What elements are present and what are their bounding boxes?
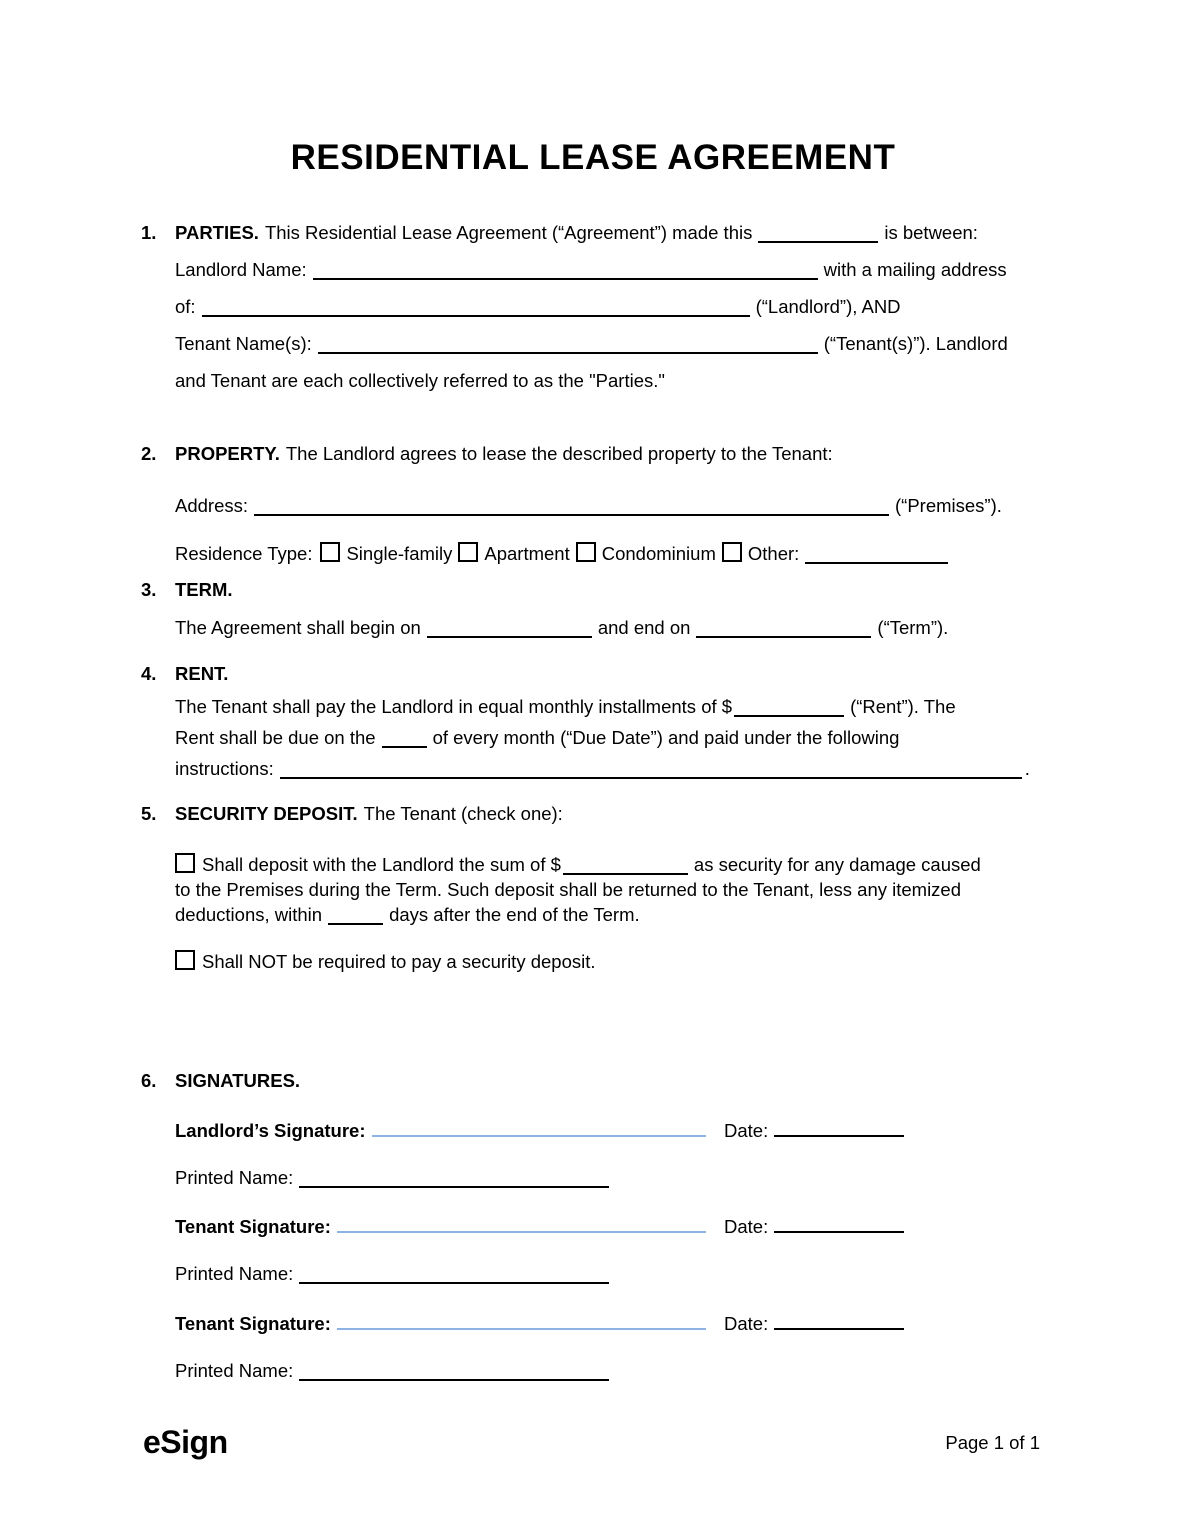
parties-intro-text: This Residential Lease Agreement (“Agreement”) made this (264, 222, 753, 243)
property-heading: PROPERTY. (175, 443, 280, 464)
landlord-address-line (175, 288, 1110, 325)
property-intro-text: The Landlord agrees to lease the described property to the Tenant: (285, 443, 833, 464)
address-line (175, 494, 1110, 518)
rent-due-line (175, 722, 1110, 753)
rent-amount-blank[interactable] (734, 697, 844, 718)
instructions-period: . (1024, 758, 1030, 779)
section-term (141, 578, 1110, 640)
parties-intro-line (175, 214, 1110, 251)
section-signatures (141, 1069, 1110, 1383)
section-number: 3. (141, 579, 157, 600)
tenant2-signature-line[interactable] (337, 1309, 706, 1330)
other-residence-blank[interactable] (805, 544, 948, 565)
condominium-label: Condominium (601, 543, 716, 564)
deposit-required-checkbox[interactable] (175, 853, 195, 873)
date-label: Date: (724, 1312, 769, 1334)
property-heading-line (175, 442, 1110, 466)
no-deposit-checkbox[interactable] (175, 950, 195, 970)
printed-name-label: Printed Name: (175, 1166, 294, 1188)
deposit-option1-tail: as security for any damage caused (693, 854, 981, 875)
tenant1-printed-name-row (175, 1262, 1110, 1286)
deposit-option1-line1 (175, 852, 1110, 877)
rent-amount-text: The Tenant shall pay the Landlord in equal monthly installments of $ (175, 696, 733, 717)
term-mid-text: and end on (597, 617, 691, 638)
landlord-printed-name-row (175, 1166, 1110, 1190)
deposit-heading-line (175, 802, 1110, 826)
tenant2-signature-label: Tenant Signature: (175, 1312, 331, 1334)
term-end-date-blank[interactable] (696, 618, 871, 639)
condominium-checkbox[interactable] (576, 542, 596, 562)
other-label: Other: (747, 543, 800, 564)
signatures-heading-line (175, 1069, 1110, 1093)
deposit-option1-line2: to the Premises during the Term. Such deposit shall be returned to the Tenant, less any itemized (175, 879, 962, 900)
deposit-option1-text: Shall deposit with the Landlord the sum of $ (202, 854, 561, 875)
tenant2-signature-date-blank[interactable] (774, 1309, 904, 1330)
tenant1-signature-date-blank[interactable] (774, 1213, 904, 1234)
term-begin-text: The Agreement shall begin on (175, 617, 421, 638)
parties-heading: PARTIES. (175, 222, 259, 243)
printed-name-label: Printed Name: (175, 1263, 294, 1284)
other-checkbox[interactable] (722, 542, 742, 562)
deposit-return-days-blank[interactable] (328, 905, 383, 926)
tenant2-printed-name-blank[interactable] (299, 1360, 609, 1381)
landlord-name-line (175, 251, 1110, 288)
landlord-signature-line[interactable] (372, 1116, 707, 1137)
residence-type-line (175, 542, 1110, 566)
apartment-checkbox[interactable] (458, 542, 478, 562)
section-security-deposit (141, 802, 1110, 974)
deposit-option2-text: Shall NOT be required to pay a security deposit. (202, 951, 596, 972)
tenant1-signature-label: Tenant Signature: (175, 1216, 331, 1237)
landlord-signature-date-blank[interactable] (774, 1116, 904, 1137)
tenant-name-line (175, 325, 1110, 362)
tenant1-printed-name-blank[interactable] (299, 1264, 609, 1285)
deposit-days-tail: days after the end of the Term. (389, 904, 640, 925)
rent-amount-line (175, 691, 1110, 722)
deposit-days-text: deductions, within (175, 904, 323, 925)
apartment-label: Apartment (484, 543, 570, 564)
rent-heading: RENT. (175, 663, 229, 684)
tenant2-printed-name-row (175, 1359, 1110, 1383)
tenant1-signature-row (175, 1213, 1110, 1240)
of-label: of: (175, 296, 196, 317)
landlord-name-tail: with a mailing address (823, 259, 1007, 280)
esign-logo: eSign (143, 1424, 228, 1460)
term-heading-line (175, 578, 1110, 602)
agreement-date-blank[interactable] (758, 223, 878, 244)
term-dates-line (175, 616, 1110, 640)
section-rent (141, 662, 1110, 784)
deposit-amount-blank[interactable] (563, 855, 688, 876)
premises-address-blank[interactable] (254, 496, 889, 517)
term-heading: TERM. (175, 579, 233, 600)
term-tail-text: (“Term”). (877, 617, 949, 638)
tenant-name-blank[interactable] (318, 334, 818, 355)
parties-closing-line: and Tenant are each collectively referred to as the "Parties." (175, 370, 665, 391)
residence-type-label: Residence Type: (175, 543, 313, 564)
document-title: RESIDENTIAL LEASE AGREEMENT (290, 138, 896, 177)
tenant1-signature-line[interactable] (337, 1213, 706, 1234)
signatures-heading: SIGNATURES. (175, 1070, 301, 1091)
landlord-signature-label: Landlord’s Signature: (175, 1119, 366, 1141)
rent-heading-line (175, 662, 1110, 686)
section-parties (141, 214, 1110, 399)
term-start-date-blank[interactable] (427, 618, 592, 639)
section-property (141, 442, 1110, 566)
tenant-name-label: Tenant Name(s): (175, 333, 312, 354)
section-number: 4. (141, 663, 157, 684)
deposit-option2-line (175, 949, 1110, 974)
printed-name-label: Printed Name: (175, 1359, 294, 1381)
address-tail: (“Premises”). (895, 495, 1002, 516)
address-label: Address: (175, 495, 249, 516)
page-number-label: Page 1 of 1 (945, 1432, 1040, 1453)
section-number: 1. (141, 222, 157, 243)
single-family-label: Single-family (346, 543, 453, 564)
landlord-name-blank[interactable] (313, 260, 818, 281)
deposit-intro-text: The Tenant (check one): (363, 803, 563, 824)
landlord-printed-name-blank[interactable] (299, 1167, 609, 1188)
deposit-heading: SECURITY DEPOSIT. (175, 803, 358, 824)
landlord-name-label: Landlord Name: (175, 259, 307, 280)
landlord-address-blank[interactable] (202, 297, 750, 318)
tenant2-signature-row (175, 1309, 1110, 1336)
instructions-label: instructions: (175, 758, 274, 779)
date-label: Date: (724, 1119, 769, 1141)
single-family-checkbox[interactable] (320, 542, 340, 562)
section-number: 2. (141, 443, 157, 464)
deposit-option1-line3 (175, 902, 1110, 927)
rent-amount-tail: (“Rent”). The (850, 696, 956, 717)
rent-due-tail: of every month (“Due Date”) and paid under the following (432, 727, 900, 748)
landlord-signature-row (175, 1116, 1110, 1143)
payment-instructions-blank[interactable] (280, 759, 1022, 780)
due-day-blank[interactable] (382, 728, 427, 749)
tenant-name-tail: (“Tenant(s)”). Landlord (823, 333, 1008, 354)
rent-due-text: Rent shall be due on the (175, 727, 376, 748)
rent-instructions-line (175, 753, 1110, 784)
section-number: 6. (141, 1070, 157, 1091)
parties-intro-tail: is between: (884, 222, 978, 243)
section-number: 5. (141, 803, 157, 824)
of-tail: (“Landlord”), AND (755, 296, 901, 317)
date-label: Date: (724, 1216, 769, 1237)
